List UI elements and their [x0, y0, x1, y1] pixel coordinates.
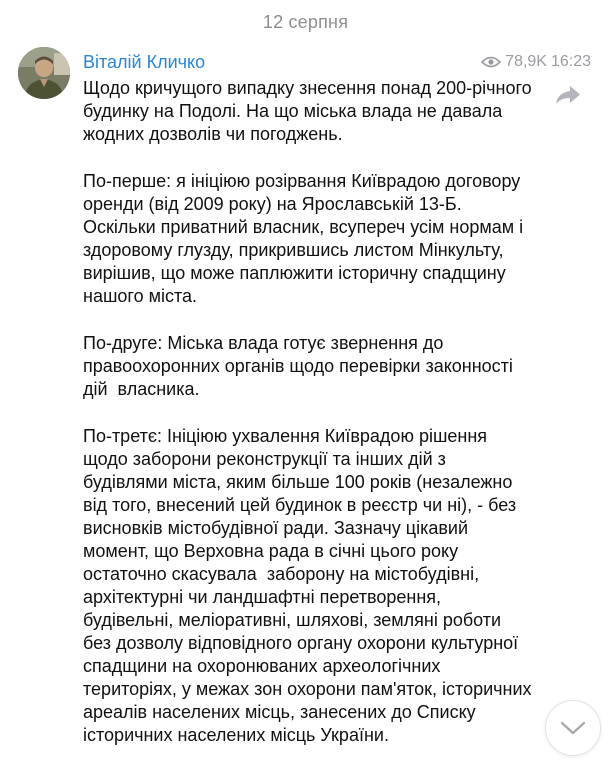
message-paragraph-1: Щодо кричущого випадку знесення понад 200-річного будинку на Подолі. На що міська влада не давала жодних дозволів чи погоджень.: [83, 78, 537, 144]
sender-name[interactable]: Віталій Кличко: [83, 52, 206, 72]
eye-icon: [481, 55, 501, 69]
avatar[interactable]: [18, 47, 70, 99]
message-time: 16:23: [550, 53, 591, 70]
message-text: [83, 77, 537, 768]
avatar-photo: [18, 47, 70, 99]
message-paragraph-3: По-друге: Міська влада готує звернення до правоохоронних органів щодо перевірки законності дій власника.: [83, 333, 518, 399]
chevron-down-icon: [560, 720, 586, 736]
date-separator: 12 серпня: [262, 12, 349, 32]
share-arrow-icon[interactable]: [555, 84, 581, 106]
scroll-down-button[interactable]: [545, 700, 601, 756]
view-count: 78,9K: [505, 53, 547, 70]
message-meta: [481, 53, 591, 71]
message-paragraph-2: По-перше: я ініціюю розірвання Київрадою договору оренди (від 2009 року) на Ярославській 13-Б. Оскільки приватний власник, всупереч усім нормам і здоровому глузду, прикрившись листом Мінкульту, вирішив, що може паплюжити історичну спадщину нашого міста.: [83, 171, 529, 306]
message-paragraph-4: По-третє: Ініціюю ухвалення Київрадою рішення щодо заборони реконструкції та інших дій з будівлями міста, яким більше 100 років (незалежно від того, внесений цей будинок в реєстр чи ні), - без висновків містобудівної ради. Зазначу цікавий момент, що Верховна рада в січні цього року остаточно скасувала заборону на містобудівні, архітектурні чи ландшафтні перетворення, будівельні, меліоративні, шляхові, земляні роботи без дозволу відповідного органу охорони культурної спадщини на охоронюваних археологічних територіях, у межах зон охорони пам'яток, історичних ареалів населених місць, занесених до Списку історичних населених місць України.: [83, 426, 537, 745]
